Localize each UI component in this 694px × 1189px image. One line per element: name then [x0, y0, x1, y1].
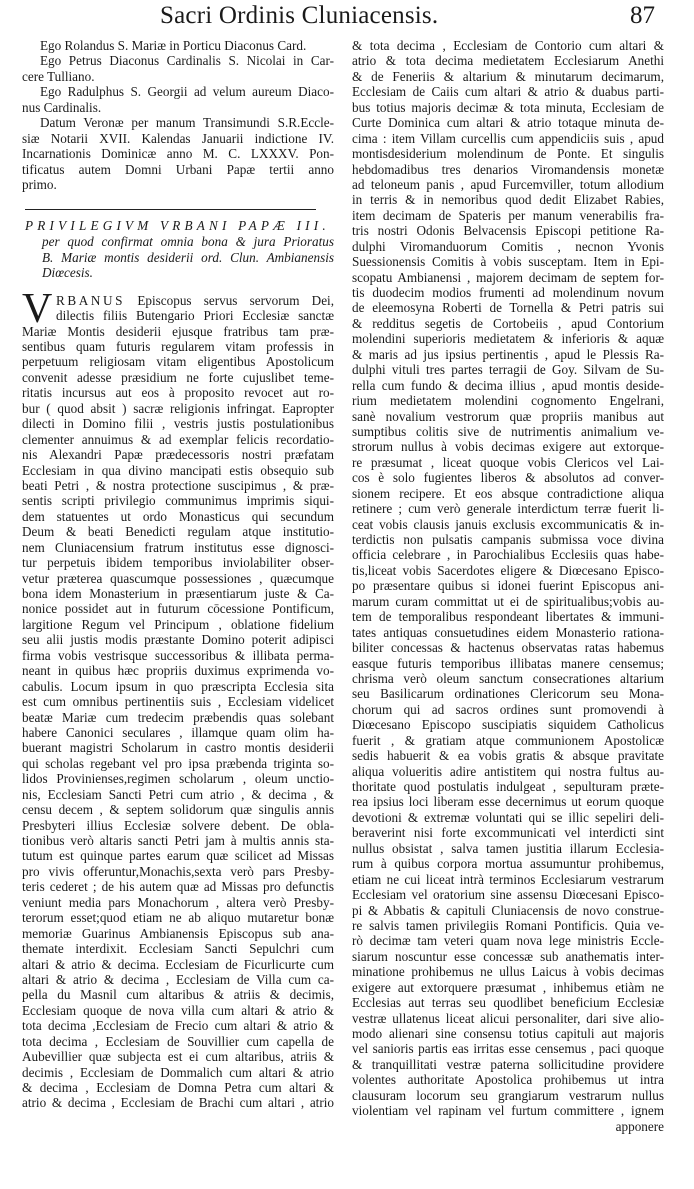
body-line: atrio & decima , Ecclesiam de Brachi cum altari , atrio	[22, 1095, 334, 1111]
body-line: clementer annuimus & ad exemplar felicis recordatio-	[22, 431, 334, 447]
body-line: Mariæ Montis desiderii ejusque fratribus tam præ-	[22, 323, 334, 339]
privilege-title: PRIVILEGIVM VRBANI PAPÆ III.	[25, 218, 330, 234]
body-line: molendini superioris medietatem & inferioris & aquæ	[352, 331, 664, 347]
signature-line: Ego Rolandus S. Mariæ in Porticu Diaconus Card.	[40, 38, 307, 53]
body-line: neant in quibus hæc propriis duximus exprimenda vo-	[22, 663, 334, 679]
body-line: beati Petri , & nostra protectione suscipimus , & præ-	[22, 477, 334, 493]
body-line: Curte Dominica cum altari & atrio totaque minuta de-	[352, 115, 664, 131]
first-line-rest: Episcopus servus servorum Dei,	[137, 292, 334, 308]
body-line: & maris ad jus ipsius pertinentis , apud le Plessis Ra-	[352, 346, 664, 362]
datum-line: Datum Veronæ per manum Transimundi S.R.Eccle-	[40, 115, 334, 131]
right-column	[352, 38, 664, 1134]
body-line: atrio & tota decima medietatem Ecclesiarum Anethi	[352, 53, 664, 69]
body-line: violentiam vel rapinam vel furtum committere , ignem	[352, 1103, 664, 1119]
privilege-heading	[22, 218, 334, 280]
body-line: veniunt media pars Monachorum , altera verò Presby-	[22, 894, 334, 910]
body-line: Deum & beati Benedicti regulam atque institutio-	[22, 524, 334, 540]
body-line: firma vobis vestrisque successoribus & illibata perma-	[22, 647, 334, 663]
body-line: easque futuris temporibus illibatas manere censemus;	[352, 655, 664, 671]
body-line: qui scholas regebant vel pro ipsa præbenda triginta so-	[22, 755, 334, 771]
body-line: ad teloneum panis , apud Furcemviller, totum allodium	[352, 176, 664, 192]
body-line: tionibus verò altaris sancti Petri jam à multis annis sta-	[22, 833, 334, 848]
body-line: Presbyteri illius Ecclesiæ solvere debent. De obla-	[22, 817, 334, 833]
body-line: tur perpetuis ibidem temporibus inviolabiliter obser-	[22, 555, 334, 571]
body-line: hebdomadibus tres denarios Viromandensis monetæ	[352, 161, 664, 177]
body-line: altari & atrio & decima. Ecclesiam de Ficurlicurte cum	[22, 956, 334, 972]
body-line: seu Basilicarum ordinationes Clericorum seu Mona-	[352, 686, 664, 702]
body-line: ritatis incursus aut eos à proposito revocet aut ro-	[22, 385, 334, 401]
body-first-line	[22, 293, 334, 308]
body-line: pella du Masnil cum altaribus & atriis & decimis,	[22, 987, 334, 1003]
body-line: Diœcesano Episcopo suscipiatis siquidem Catholicus	[352, 717, 664, 733]
body-line: tota decima ,Ecclesiam de Frecio cum altari & atrio &	[22, 1018, 334, 1034]
body-line: Ecclesiam in qua divino mancipati estis obsequio sub	[22, 462, 334, 478]
body-lines	[22, 324, 334, 1111]
body-line: devotioni & extremæ voluntati qui se illic sepeliri deli-	[352, 809, 664, 825]
body-line: officia celebrare , in Parochialibus Ecclesiis quas habe-	[352, 547, 664, 563]
body-line: nullus obsistat , salva tamen justitia illarum Ecclesia-	[352, 840, 664, 856]
datum-line: siæ Notarii XVII. Kalendas Januarii indictione IV.	[22, 130, 334, 146]
body-line: tem de temporalibus respondeant libertates & immuni-	[352, 609, 664, 625]
body-line: sentis scripti privilegio communimus imprimis siqui-	[22, 493, 334, 509]
privilege-subtitle	[22, 234, 334, 280]
body-line: cabulis. Locum ipsum in quo præscripta Ecclesia sita	[22, 678, 334, 694]
body-line: nonice possidet aut in futurum cōcessione Pontificum,	[22, 601, 334, 617]
right-body-lines	[352, 38, 664, 1119]
left-column	[22, 38, 334, 1111]
drop-cap: V	[22, 285, 53, 332]
body-line: modo alienari sine consensu totius capituli aut majoris	[352, 1026, 664, 1041]
body-line: sentibus quam futuris regularem vitam professis in	[22, 339, 334, 354]
body-line: est cum omnibus pertinentiis suis , Ecclesiam videlicet	[22, 694, 334, 710]
body-line: scopatu Ambianensi , majorem decimam de septem for-	[352, 269, 664, 285]
running-title: Sacri Ordinis Cluniacensis.	[160, 2, 439, 29]
body-line: exigere aut extorquere præsumat , inhibemus etiàm ne	[352, 979, 664, 995]
body-line: pi & Abbatis & capituli Cluniacensis de novo construe-	[352, 902, 664, 918]
datum-line: tificatus autem Domni Urbani Papæ tertii anno	[22, 161, 334, 177]
datum-block	[22, 115, 334, 192]
body-line: terdictis non pulsatis campanis submissa voce divina	[352, 532, 664, 547]
body-line: in terris & in nemoribus quod dedit Elizabet Rabies,	[352, 192, 664, 208]
body-line: dilecti in Domino filii , vestris justis postulationibus	[22, 416, 334, 432]
body-line: vestræ ullatenus liceat alicui personaliter, dari sive alio-	[352, 1010, 664, 1026]
body-line: vetur præterea quascumque possessiones , quæcumque	[22, 570, 334, 586]
body-line: chrisma verò oleum sanctum consecrationes altarium	[352, 670, 664, 686]
subtitle-line: B. Mariæ montis desiderii ord. Clun. Ambianensis	[42, 249, 334, 265]
body-line: vel sanioris partis eas irritas esse censemus , paci quoque	[352, 1041, 664, 1057]
privilege-body	[22, 285, 334, 1111]
subtitle-line: per quod confirmat omnia bona & jura Prioratus	[42, 234, 334, 250]
body-line: lidos Provinienses,regimen scholarum , oleum unctio-	[22, 771, 334, 787]
body-line: tris nostri Odonis Belvacensis Episcopi petitione Ra-	[352, 223, 664, 239]
body-line: rum à quibus corpora mortua assumuntur prohibemus,	[352, 856, 664, 872]
body-line: largitione Regum vel Principum , oblatione fidelium	[22, 616, 334, 632]
signatures	[22, 38, 334, 115]
body-line: rea ipsius loci liberam esse decernimus ut eorum quoque	[352, 794, 664, 810]
body-line: marum curam committat ut ei de spiritualibus;vobis au-	[352, 593, 664, 609]
body-line: tutum est quinque partes earum quæ scilicet ad Missas	[22, 848, 334, 864]
body-line: bona idem Monasterium in præsentiarum juste & Ca-	[22, 586, 334, 601]
body-second-line: dilectis filiis Butengario Priori Ecclesiæ sanctæ	[56, 308, 334, 324]
page-number: 87	[630, 2, 655, 29]
body-line: clausuram locorum seu grangiarum vestrarum nullus	[352, 1087, 664, 1103]
datum-line: Incarnationis Dominicæ anno M. C. LXXXV. Pon-	[22, 146, 334, 162]
body-line: de eleemosyna Roberti de Tornella & Petri patris sui	[352, 300, 664, 316]
section-divider-rule	[25, 209, 316, 210]
page-header	[0, 0, 694, 36]
body-line: sionem recipere. Et eos absque contradictione aliqua	[352, 485, 664, 501]
body-line: aliqua volueritis adire antistitem qui nostra fultus au-	[352, 763, 664, 779]
body-line: rium medietatem molendini cognomento Engelrani,	[352, 393, 664, 409]
body-line: montisdesiderium molendinum de Ponte. Et singulis	[352, 146, 664, 162]
body-line: sanè novalium vestrorum quæ propriis manibus aut	[352, 408, 664, 424]
body-line: Suessionensis Comitis à vobis susceptam. Item in Epi-	[352, 254, 664, 270]
body-line: terorum esset;quod etiam ne ab aliquo mutaretur bonæ	[22, 910, 334, 926]
body-line: re præsumat , liceat quoque vobis Clericos vel Lai-	[352, 454, 664, 470]
body-line: tis duodecim modios frumenti ad molendinum novum	[352, 285, 664, 300]
signature-line: Ego Petrus Diaconus Cardinalis S. Nicolai in Car-	[40, 53, 334, 69]
body-line: chorum qui ad sacros ordines sunt promovendi à	[352, 701, 664, 717]
body-line: nis, Ecclesiam Sancti Petri cum atrio , & decima , &	[22, 786, 334, 802]
body-line: buerant magistri Scholarum in castro montis desiderii	[22, 740, 334, 756]
body-line: nis Alexandri Papæ prædecessoris nostri præfatam	[22, 447, 334, 463]
body-line: convenit adesse præsidium ne forte cujuslibet teme-	[22, 369, 334, 385]
body-line: pro vivis offeruntur,Monachis,sexta verò pars Presby-	[22, 863, 334, 879]
body-line: thoritate quod postulatis indulgeat , sepulturam præte-	[352, 779, 664, 794]
body-line: dulphi vituli tres partes terragii de Goy. Silvam de Su-	[352, 362, 664, 378]
body-line: cima : item Villam curcellis cum appendiciis suis , apud	[352, 130, 664, 146]
body-line: cos è solo fugientes liberos & absolutos ad conver-	[352, 470, 664, 486]
body-line: beatæ Mariæ cum tredecim præbendis quas solebant	[22, 709, 334, 725]
catchword: apponere	[615, 1118, 664, 1134]
signature-line: cere Tulliano.	[22, 68, 95, 84]
body-line: seu alii justis modis præstante Domino poterit adipisci	[22, 632, 334, 648]
signature-line: nus Cardinalis.	[22, 99, 102, 115]
body-line: biliter concessas & hactenus observatas ratas habemus	[352, 640, 664, 656]
body-line: decimis , Ecclesiam de Dommalich cum altari & atrio	[22, 1064, 334, 1080]
body-line: sedis habuerit & ea vobis gratis & absque pravitate	[352, 748, 664, 764]
body-line: tota decima , Ecclesiam de Souvillier cum capella de	[22, 1033, 334, 1049]
body-line: bus totius majoris decimæ & tota minuta, Ecclesiam de	[352, 99, 664, 115]
body-line: & decima , Ecclesiam de Domna Petra cum altari &	[22, 1080, 334, 1095]
body-line: censu decem , & septem solidorum quæ singulis annis	[22, 802, 334, 818]
body-line: tates antiquas consuetudines eidem Monasterio rationa-	[352, 624, 664, 640]
body-line: fuerit , & gratiam atque communionem Apostolicæ	[352, 732, 664, 748]
body-line: Ecclesiam vel oratorium sine assensu Diœcesani Episco-	[352, 887, 664, 903]
body-line: retinere ; cum verò generale interdictum terræ fuerit li-	[352, 501, 664, 517]
body-line: minatione prohibemus ne ullus Laicus à vobis decimas	[352, 964, 664, 980]
body-line: tis,liceat vobis Sacerdotes eligere & Diœcesano Episco-	[352, 562, 664, 578]
body-line: altari & atrio & decima , Ecclesiam de Villa cum ca-	[22, 971, 334, 987]
body-line: Ecclesiam quoque de nova villa cum altari & atrio &	[22, 1002, 334, 1018]
datum-line: primo.	[22, 176, 57, 192]
body-line: & de Feneriis & altarium & minutarum decimarum,	[352, 68, 664, 84]
body-line: memoriæ Guarinus Ambianensis Episcopus sub ana-	[22, 925, 334, 941]
body-line: themate interdixit. Ecclesiam Sancti Sepulchri cum	[22, 941, 334, 957]
body-line: perpetuum religiosam vitam eligentibus Apostolicum	[22, 354, 334, 370]
body-line: beraverint nisi forte excommunicati vel interdicti sint	[352, 825, 664, 841]
body-line: strorum nullus à vobis decimas exigere aut extorque-	[352, 439, 664, 455]
body-line: nem Cluniacensium fratrum institutus esse dignosci-	[22, 539, 334, 555]
body-line: rò decimæ tam veteri quam nova lege ministris Eccle-	[352, 933, 664, 949]
subtitle-line: Diœcesis.	[42, 265, 93, 281]
body-line: teris cederet ; de his autem quæ ad Missas pro defunctis	[22, 879, 334, 895]
body-line: & tota decima , Ecclesiam de Contorio cum altari &	[352, 38, 664, 53]
body-line: ceat vobis clausis januis exclusis excommunicatis & in-	[352, 516, 664, 532]
body-line: & redditus segetis de Cortobeiis , apud Contorium	[352, 315, 664, 331]
body-line: Aubevillier quæ subjecta est ei cum altaribus, atriis &	[22, 1049, 334, 1065]
signature-line: Ego Radulphus S. Georgii ad velum aureum Diaco-	[40, 84, 334, 100]
body-line: rella cum fundo & decima illius , apud montis deside-	[352, 377, 664, 393]
body-line: sumptibus colitis sive de nutrimentis animalium ve-	[352, 423, 664, 439]
body-line: dem statuentes ut ordo Monasticus qui secundum	[22, 508, 334, 524]
body-line: item decimam de Spateris per manum venerabilis fra-	[352, 207, 664, 223]
body-line: habere Canonici seculares , illamque quam olim ha-	[22, 724, 334, 740]
body-line: Ecclesias aut terras seu quodlibet beneficium Ecclesiæ	[352, 995, 664, 1011]
body-line: bur ( quod absit ) sacræ religionis infringat. Eapropter	[22, 400, 334, 416]
first-word-rest: RBANUS	[56, 292, 126, 308]
body-line: & tranquillitati vestræ paterna sollicitudine providere	[352, 1056, 664, 1072]
body-line: Ecclesiam de Caiis cum altari & atrio & duabus parti-	[352, 84, 664, 100]
body-line: volentes authoritate Apostolica prohibemus ut intra	[352, 1072, 664, 1088]
body-line: re salvis tamen privilegiis Romani Pontificis. Quia ve-	[352, 917, 664, 933]
body-line: siarum noscuntur esse concessæ sub anathematis inter-	[352, 948, 664, 964]
body-line: po præsentare quibus si idonei fuerint Episcopus ani-	[352, 578, 664, 594]
spacer	[22, 281, 334, 293]
body-line: dulphi Viromanduorum Comitis , necnon Yvonis	[352, 238, 664, 254]
body-line: etiam ne cui liceat intrà terminos Ecclesiarum vestrarum	[352, 871, 664, 887]
